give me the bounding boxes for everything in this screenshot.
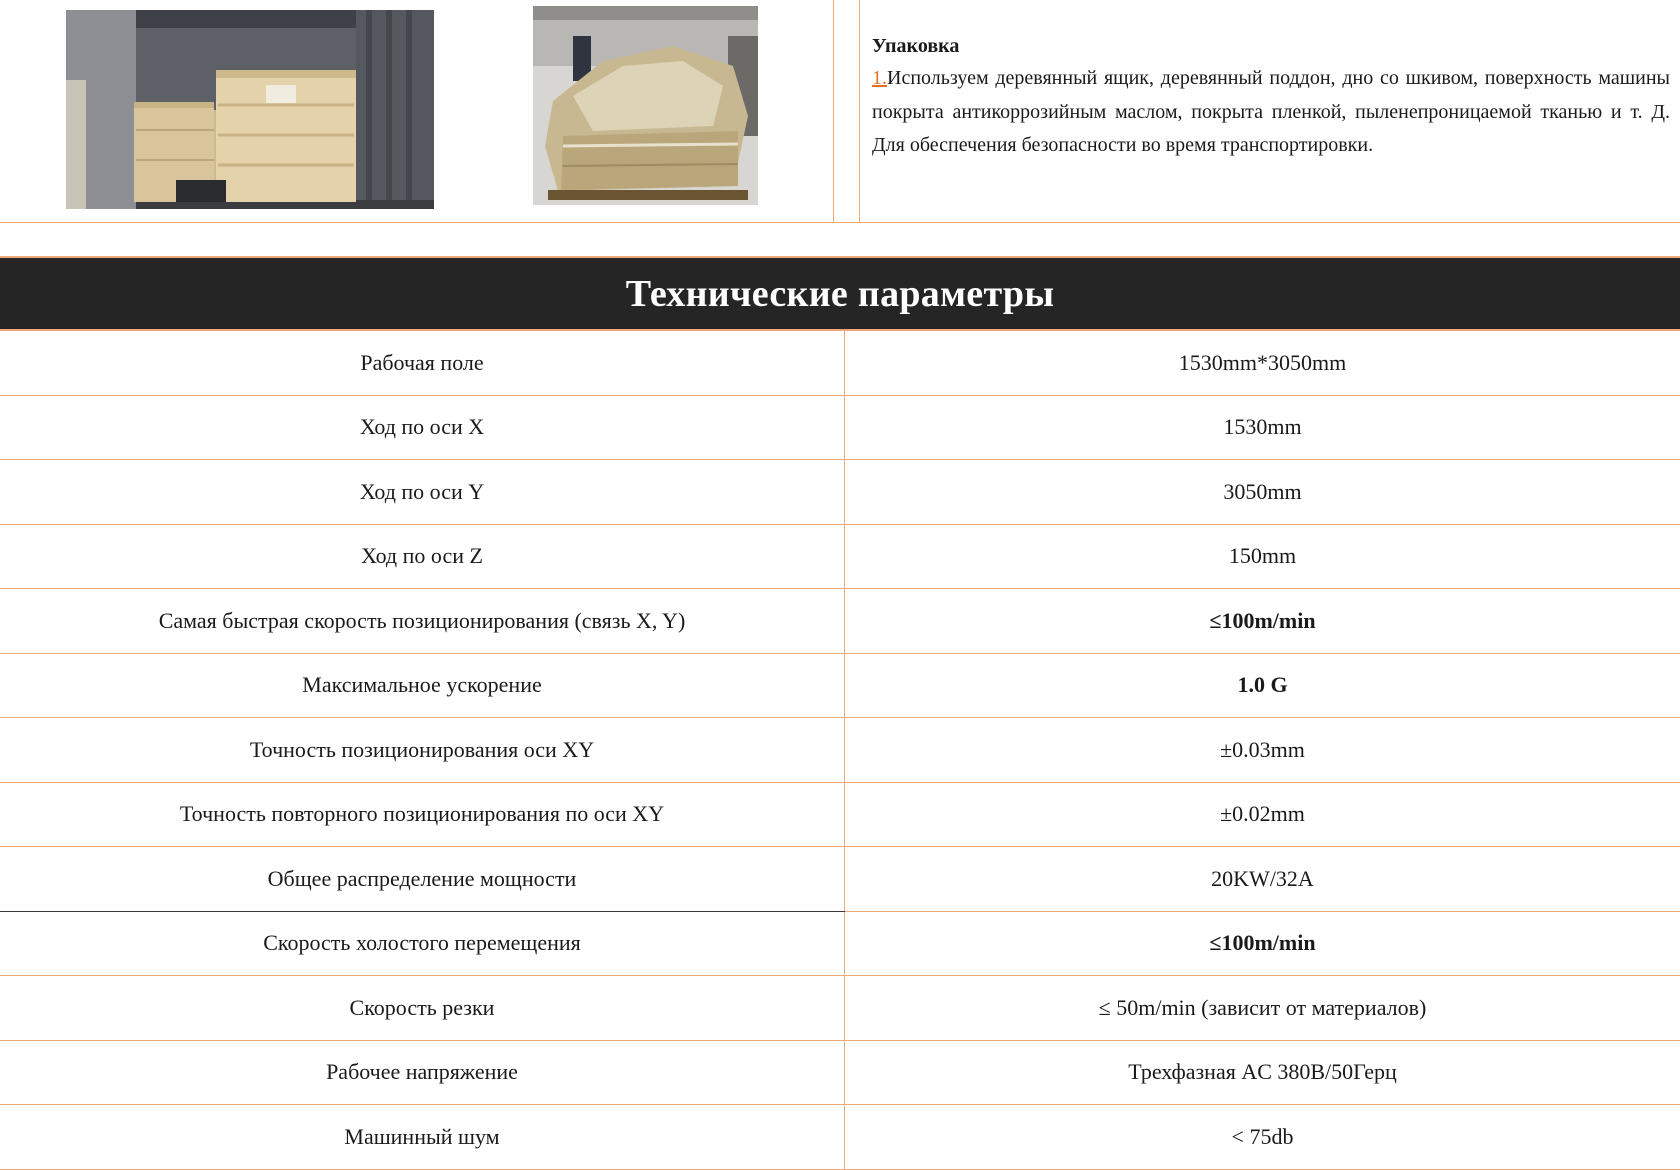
param-value: 150mm [1228,543,1297,569]
table-row [0,525,1680,590]
param-value: 20KW/32A [1211,865,1314,891]
spec-table [0,331,1680,1170]
table-row [0,396,1680,461]
table-row [0,331,1680,396]
param-value: ≤100m/min [1209,930,1316,956]
param-name: Ход по оси Z [0,525,845,589]
table-row [0,976,1680,1041]
param-name: Точность повторного позиционирования по оси XY [0,783,845,847]
packing-text [872,62,1670,163]
param-name: Общее распределение мощности [0,847,845,911]
packing-section [0,0,1680,223]
param-value: Трехфазная AC 380В/50Герц [1128,1059,1397,1085]
table-row [0,589,1680,654]
table-row [0,1041,1680,1106]
param-name: Максимальное ускорение [0,654,845,718]
divider-line [0,222,1680,223]
param-name: Ход по оси Y [0,460,845,524]
packing-item-number: 1. [872,67,887,89]
packing-title: Упаковка [872,35,960,57]
param-value: 3050mm [1223,478,1302,504]
divider-line [833,0,834,223]
param-name: Рабочая поле [0,331,845,395]
param-value: 1.0 G [1237,672,1288,698]
param-name: Рабочее напряжение [0,1041,845,1105]
photo-wrapped-machine [533,6,758,205]
table-row [0,1105,1680,1170]
table-row [0,460,1680,525]
param-value: 1530mm [1223,414,1302,440]
table-row [0,654,1680,719]
table-row [0,718,1680,783]
packing-item-text: Используем деревянный ящик, деревянный поддон, дно со шкивом, поверхность машины покрыта антикоррозийным маслом, покрыта пленкой, пыленепроницаемой тканью и т. Д. Для обеспечения безопасности во время транспортировки. [872,67,1670,156]
param-value: ≤ 50m/min (зависит от материалов) [1098,994,1427,1020]
param-name: Скорость резки [0,976,845,1040]
param-name: Точность позиционирования оси XY [0,718,845,782]
param-value: ±0.03mm [1220,736,1305,762]
param-name: Ход по оси X [0,396,845,460]
tech-params-header [0,256,1680,331]
packing-description [872,30,1670,163]
param-value: < 75db [1231,1123,1294,1149]
param-name: Самая быстрая скорость позиционирования (связь X, Y) [0,589,845,653]
photo-container-crates [66,10,434,209]
divider-line [859,0,860,223]
param-value: 1530mm*3050mm [1178,349,1347,375]
param-name: Скорость холостого перемещения [0,912,845,976]
table-row [0,783,1680,848]
table-row [0,912,1680,977]
param-value: ±0.02mm [1220,801,1305,827]
param-value: ≤100m/min [1209,607,1316,633]
table-row [0,847,1680,912]
param-name: Машинный шум [0,1105,845,1169]
section-title: Технические параметры [625,272,1055,315]
